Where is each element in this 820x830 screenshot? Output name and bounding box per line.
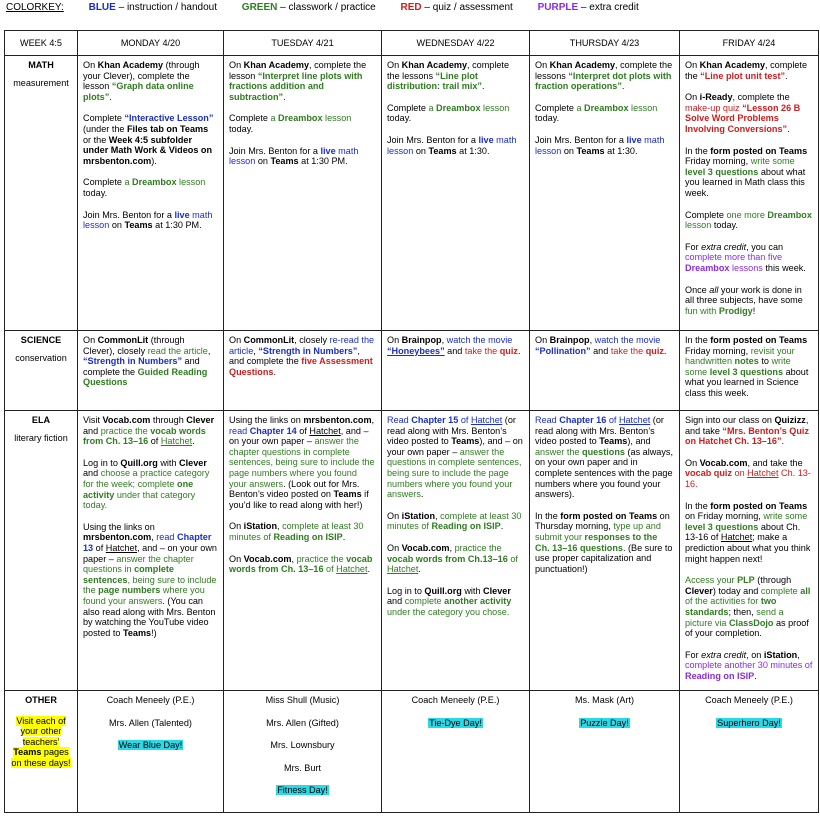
math-row: [5, 56, 819, 331]
other-wednesday-cell: Coach Meneely (P.E.) Tie-Dye Day!: [382, 691, 530, 813]
header-wednesday: WEDNESDAY 4/22: [382, 31, 530, 56]
spirit-day-badge: Wear Blue Day!: [118, 740, 183, 751]
subject-name: ELA: [31, 415, 51, 425]
subject-name: MATH: [28, 60, 54, 70]
math-thursday-cell: On Khan Academy, complete the lessons “Interpret dot plots with fraction operations”. Complete a Dreambox lesson today. Join Mrs. Benton for a live math lesson on Teams at 1:30.: [530, 56, 680, 331]
header-thursday: THURSDAY 4/23: [530, 31, 680, 56]
science-monday-cell: On CommonLit (through Clever), closely read the article, “Strength in Numbers” and complete the Guided Reading Questions: [78, 331, 224, 411]
ela-wednesday-cell: Read Chapter 15 of Hatchet (or read along with Mrs. Benton’s video posted to Teams), and – on your own paper – answer the questions in complete sentences, being sure to include the page numbers where you found your answers. On iStation, complete at least 30 minutes of Reading on ISIP. On Vocab.com, practice the vocab words from Ch.13–16 of Hatchet. Log in to Quill.org with Clever and complete another activity under the category you chose.: [382, 411, 530, 691]
ela-subject-cell: [5, 411, 78, 691]
color-key-purple: PURPLE: [537, 2, 579, 13]
header-friday: FRIDAY 4/24: [680, 31, 819, 56]
header-row: [5, 31, 819, 56]
color-key-red-desc: – quiz / assessment: [421, 2, 513, 13]
science-row: [5, 331, 819, 411]
spirit-day-badge: Tie-Dye Day!: [429, 717, 482, 728]
spirit-day-badge: Puzzle Day!: [580, 717, 629, 728]
science-friday-cell: In the form posted on Teams Friday morning, revisit your handwritten notes to write some level 3 questions about what you learned in Science class this week.: [680, 331, 819, 411]
header-tuesday: TUESDAY 4/21: [224, 31, 382, 56]
color-key-green-desc: – classwork / practice: [277, 2, 376, 13]
spirit-day-badge: Fitness Day!: [277, 785, 328, 796]
math-friday-cell: On Khan Academy, complete the “Line plot unit test”. On i-Ready, complete the make-up quiz “Lesson 26 B Solve Word Problems Involving Conversions”. In the form posted on Teams Friday morning, write some level 3 questions about what you learned in Math class this week. Complete one more Dreambox lesson today. For extra credit, you can complete more than five Dreambox lessons this week. Once all your work is done in all three subjects, have some fun with Prodigy!: [680, 56, 819, 331]
subject-topic: measurement: [13, 77, 69, 88]
color-key-red: RED: [400, 2, 422, 13]
subject-name: OTHER: [25, 695, 57, 705]
other-note: Visit each of your other teachers’ Teams pages on these days!: [11, 715, 71, 768]
science-subject-cell: [5, 331, 78, 411]
science-wednesday-cell: On Brainpop, watch the movie “Honeybees” and take the quiz.: [382, 331, 530, 411]
other-tuesday-cell: Miss Shull (Music) Mrs. Allen (Gifted) Mrs. Lownsbury Mrs. Burt Fitness Day!: [224, 691, 382, 813]
subject-name: SCIENCE: [20, 335, 62, 345]
color-key: [6, 2, 639, 14]
subject-topic: literary fiction: [14, 432, 68, 443]
math-wednesday-cell: On Khan Academy, complete the lessons “Line plot distribution: trail mix”. Complete a Dreambox lesson today. Join Mrs. Benton for a live math lesson on Teams at 1:30.: [382, 56, 530, 331]
ela-tuesday-cell: Using the links on mrsbenton.com, read Chapter 14 of Hatchet, and – on your own paper – answer the chapter questions in complete sentences, being sure to include the page numbers where you found your answers. (Look out for Mrs. Benton’s video posted on Teams if you’d like to read along with her!) On iStation, complete at least 30 minutes of Reading on ISIP. On Vocab.com, practice the vocab words from Ch. 13–16 of Hatchet.: [224, 411, 382, 691]
spirit-day-badge: Superhero Day!: [717, 717, 781, 728]
other-row: [5, 691, 819, 813]
color-key-blue-desc: – instruction / handout: [115, 2, 218, 13]
science-tuesday-cell: On CommonLit, closely re-read the article, “Strength in Numbers”, and complete the five Assessment Questions.: [224, 331, 382, 411]
ela-monday-cell: Visit Vocab.com through Clever and practice the vocab words from Ch. 13–16 of Hatchet. Log in to Quill.org with Clever and choose a practice category for the week; complete one activity under that category today. Using the links on mrsbenton.com, read Chapter 13 of Hatchet, and – on your own paper – answer the chapter questions in complete sentences, being sure to include the page numbers where you found your answers. (You can also read along with Mrs. Benton by watching the YouTube video posted to Teams!): [78, 411, 224, 691]
color-key-blue: BLUE: [88, 2, 116, 13]
math-monday-cell: On Khan Academy (through your Clever), complete the lesson “Graph data online plots”. Complete “Interactive Lesson” (under the Files tab on Teams or the Week 4:5 subfolder under Math Work & Videos on mrsbenton.com). Complete a Dreambox lesson today. Join Mrs. Benton for a live math lesson on Teams at 1:30 PM.: [78, 56, 224, 331]
subject-topic: conservation: [15, 352, 67, 363]
other-subject-cell: [5, 691, 78, 813]
other-friday-cell: Coach Meneely (P.E.) Superhero Day!: [680, 691, 819, 813]
science-thursday-cell: On Brainpop, watch the movie “Pollination” and take the quiz.: [530, 331, 680, 411]
ela-thursday-cell: Read Chapter 16 of Hatchet (or read along with Mrs. Benton’s video posted to Teams), and answer the questions (as always, on your own paper and in complete sentences with the page numbers where you found your answers). In the form posted on Teams on Thursday morning, type up and submit your responses to the Ch. 13–16 questions. (Be sure to use proper capitalization and punctuation!): [530, 411, 680, 691]
color-key-green: GREEN: [241, 2, 278, 13]
math-tuesday-cell: On Khan Academy, complete the lesson “Interpret line plots with fractions addition and subtraction”. Complete a Dreambox lesson today. Join Mrs. Benton for a live math lesson on Teams at 1:30 PM.: [224, 56, 382, 331]
header-monday: MONDAY 4/20: [78, 31, 224, 56]
ela-friday-cell: Sign into our class on Quizizz, and take “Mrs. Benton’s Quiz on Hatchet Ch. 13–16”. On Vocab.com, and take the vocab quiz on Hatchet Ch. 13-16. In the form posted on Teams on Friday morning, write some level 3 questions about Ch. 13-16 of Hatchet; make a prediction about what you think might happen next! Access your PLP (through Clever) today and complete all of the activities for two standards; then, send a picture via ClassDojo as proof of your completion. For extra credit, on iStation, complete another 30 minutes of Reading on ISIP.: [680, 411, 819, 691]
color-key-label: COLORKEY:: [6, 2, 64, 13]
other-monday-cell: Coach Meneely (P.E.) Mrs. Allen (Talented) Wear Blue Day!: [78, 691, 224, 813]
math-subject-cell: [5, 56, 78, 331]
weekly-schedule-table: [4, 30, 819, 813]
header-week: WEEK 4:5: [5, 31, 78, 56]
other-thursday-cell: Ms. Mask (Art) Puzzle Day!: [530, 691, 680, 813]
ela-row: [5, 411, 819, 691]
color-key-purple-desc: – extra credit: [578, 2, 639, 13]
